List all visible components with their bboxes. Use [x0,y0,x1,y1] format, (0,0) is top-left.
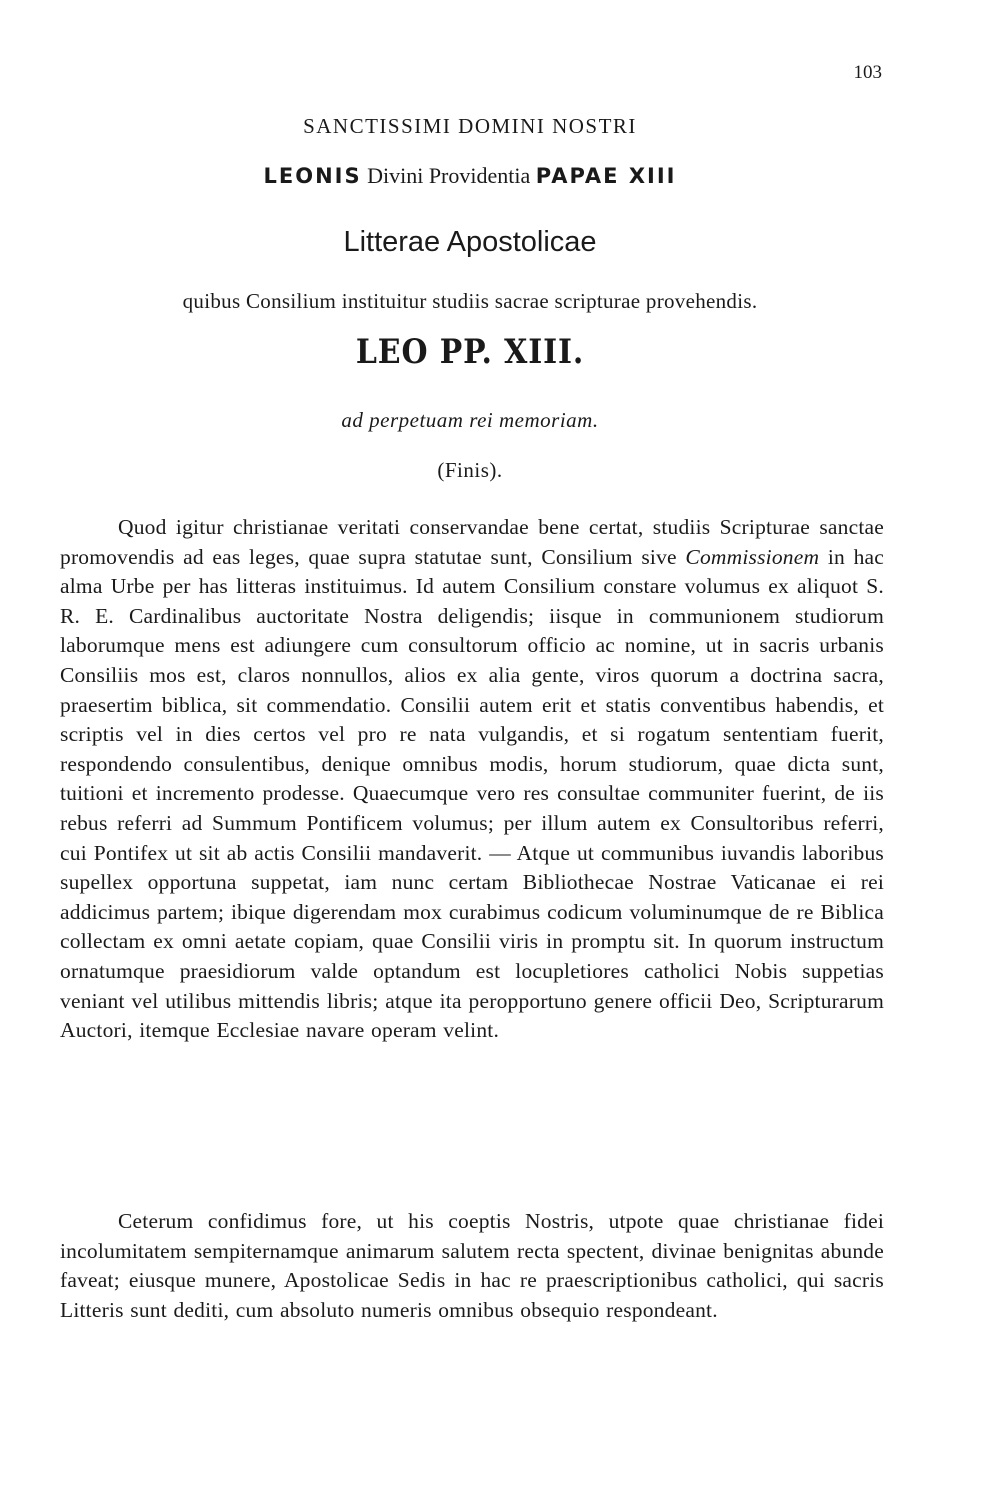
paragraph-1-part-1: Quod igitur christianae veritati conservandae bene certat, studiis Scripturae sanctae promovendis ad eas leges, quae supra statutae sunt, Consilium sive [60,515,884,569]
paragraph-1-part-2: in hac alma Urbe per has litteras instituimus. Id autem Consilium constare volumus ex aliquot S. R. E. Cardinalibus auctoritate Nostra deligendis; iisque in communionem studiorum laborumque mens est adiungere cum consultorum officio ac nomine, ut in sacris urbanis Consiliis mos est, claros nonnullos, alios ex alia gente, viros quorum a doctrina sacra, praesertim biblica, sit commendatio. Consilii autem erit et statis conventibus habendis, et scriptis vel in dies certos vel pro re nata vulgandis, et si rogatum sententiam fuerit, respondendo consulentibus, denique omnibus modis, horum studiorum, quae dicta sunt, tuitioni et incremento prodesse. Quaecumque vero res consultae communiter fuerint, de iis rebus referri ad Summum Pontificem volumus; per illum autem ex Consultoribus referri, cui Pontifex ut sit ab actis Consilii mandaverit. — Atque ut communibus iuvandis laboribus supellex opportuna suppetat, iam nunc certam Bibliothecae Nostrae Vaticanae ei rei addicimus partem; ibique digerendam mox curabimus codicum voluminumque de re Biblica collectam ex omni aetate copiam, quae Consilii viris in promptu sit. In quorum instructum ornatumque praesidiorum valde optandum est locupletiores catholici Nobis suppetias veniant vel utilibus mittendis libris; atque ita peropportuno genere officii Deo, Scripturarum Auctori, itemque Ecclesiae navare operam velint. [60,544,885,1043]
memoriam-line: ad perpetuam rei memoriam. [341,408,599,432]
page-number: 103 [853,62,882,83]
header-pope-name [0,163,940,189]
body-paragraph-2: Ceterum confidimus fore, ut his coeptis Nostris, utpote quae christianae fidei incolumitatem sempiternamque animarum salutem recta spectent, divinae benignitas abunde faveat; eiusque munere, Apostolicae Sedis in hac re praescriptionibus catholici, qui sacris Litteris sunt dediti, cum absoluto numeris omnibus obsequio respondeant. [60,1209,884,1322]
body-paragraph-1 [60,513,884,1046]
header-papae: PAPAE XIII [535,164,677,188]
header-providentia: Divini Providentia [367,163,531,188]
finis-label: (Finis). [437,458,503,482]
paragraph-1-emphasis: Commissionem [685,544,820,569]
header-dedication: SANCTISSIMI DOMINI NOSTRI [303,114,637,138]
header-leonis: LEONIS [263,164,362,188]
signature-heading: LEO PP. XIII. [355,332,585,372]
document-subtitle: quibus Consilium instituitur studiis sacrae scripturae provehendis. [182,289,758,313]
document-title: Litterae Apostolicae [343,226,597,258]
